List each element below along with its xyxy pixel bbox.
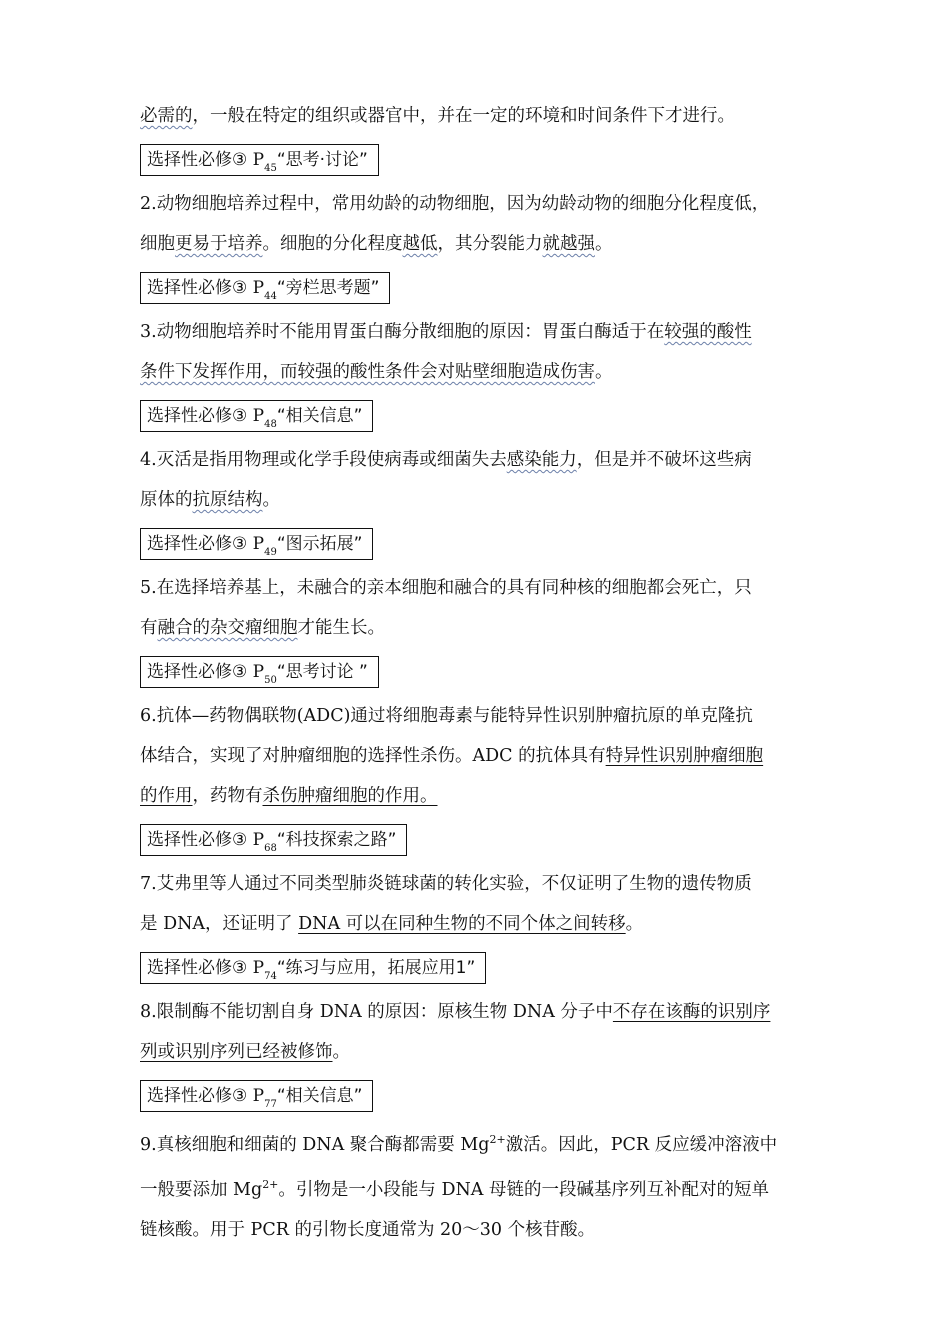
knowledge-point-paragraph xyxy=(140,96,820,136)
reference-book: 选择性必修③ xyxy=(147,278,248,298)
reference-section-title: “思考·讨论” xyxy=(276,150,368,170)
textbook-reference-box xyxy=(140,144,379,176)
reference-book: 选择性必修③ xyxy=(147,150,248,170)
text-segment: 。 xyxy=(625,914,644,934)
reference-page-letter: P xyxy=(252,406,265,426)
text-segment: 体结合，实现了对肿瘤细胞的选择性杀伤。ADC 的抗体具有 xyxy=(140,746,606,766)
text-segment: 4.灭活是指用物理或化学手段使病毒或细菌失去 xyxy=(140,450,507,470)
text-line xyxy=(140,776,820,816)
underlined-text: 杀伤肿瘤细胞的作用。 xyxy=(262,786,438,806)
underlined-text: 列或识别序列已经被修饰 xyxy=(140,1042,333,1062)
textbook-reference-box xyxy=(140,824,407,856)
wavy-underlined-text: 较强的酸性 xyxy=(664,322,752,342)
ion-charge-superscript: 2+ xyxy=(262,1178,279,1191)
reference-book: 选择性必修③ xyxy=(147,662,248,682)
reference-row xyxy=(140,142,820,184)
textbook-reference-box xyxy=(140,528,373,560)
text-segment: 7.艾弗里等人通过不同类型肺炎链球菌的转化实验，不仅证明了生物的遗传物质 xyxy=(140,874,752,894)
text-line xyxy=(140,1032,820,1072)
wavy-underlined-text: 必需的 xyxy=(140,106,193,126)
reference-page-letter: P xyxy=(252,662,265,682)
reference-page-letter: P xyxy=(252,278,265,298)
reference-section-title: “思考讨论 ” xyxy=(276,662,368,682)
textbook-reference-box xyxy=(140,400,373,432)
knowledge-point-paragraph xyxy=(140,1120,820,1250)
reference-row xyxy=(140,1078,820,1120)
text-line xyxy=(140,352,820,392)
reference-book: 选择性必修③ xyxy=(147,830,248,850)
text-line xyxy=(140,224,820,264)
wavy-underlined-text: 融合的杂交瘤细胞 xyxy=(157,618,298,638)
knowledge-point-paragraph xyxy=(140,696,820,816)
reference-row xyxy=(140,270,820,312)
underlined-text: DNA 可以在同种生物的不同个体之间转移 xyxy=(298,914,626,934)
reference-book: 选择性必修③ xyxy=(147,406,248,426)
text-segment: 。引物是一小段能与 DNA 母链的一段碱基序列互补配对的短单 xyxy=(278,1180,770,1200)
reference-page-letter: P xyxy=(252,1086,265,1106)
text-line xyxy=(140,312,820,352)
reference-page-number: 45 xyxy=(264,163,277,174)
text-line xyxy=(140,608,820,648)
reference-page-number: 68 xyxy=(264,843,277,854)
wavy-underlined-text: 条件下发挥作用，而较强的酸性条件会对贴壁细胞造成伤害 xyxy=(140,362,595,382)
reference-page-number: 74 xyxy=(264,971,277,982)
text-line xyxy=(140,1120,820,1165)
document-page xyxy=(140,96,820,1256)
text-line xyxy=(140,184,820,224)
text-segment: 。 xyxy=(595,234,613,254)
reference-page-letter: P xyxy=(252,958,265,978)
wavy-underlined-text: 更易于培养 xyxy=(175,234,263,254)
text-segment: 细胞 xyxy=(140,234,175,254)
text-segment: 原体的 xyxy=(140,490,193,510)
text-line xyxy=(140,96,820,136)
reference-row xyxy=(140,950,820,992)
text-line xyxy=(140,440,820,480)
reference-row xyxy=(140,654,820,696)
knowledge-point-paragraph xyxy=(140,864,820,944)
wavy-underlined-text: 越低 xyxy=(402,234,438,254)
reference-row xyxy=(140,526,820,568)
knowledge-point-paragraph xyxy=(140,992,820,1072)
reference-section-title: “相关信息” xyxy=(276,1086,363,1106)
text-segment: 才能生长。 xyxy=(297,618,385,638)
reference-page-number: 77 xyxy=(264,1099,277,1110)
underlined-text: 的作用 xyxy=(140,786,193,806)
knowledge-point-paragraph xyxy=(140,568,820,648)
text-segment: ，但是并不破坏这些病 xyxy=(576,450,752,470)
text-segment: 2.动物细胞培养过程中，常用幼龄的动物细胞，因为幼龄动物的细胞分化程度低， xyxy=(140,194,770,214)
text-segment: 。 xyxy=(262,490,280,510)
text-line xyxy=(140,1210,820,1250)
reference-section-title: “相关信息” xyxy=(276,406,363,426)
reference-book: 选择性必修③ xyxy=(147,1086,248,1106)
textbook-reference-box xyxy=(140,272,390,304)
text-line xyxy=(140,992,820,1032)
reference-section-title: “练习与应用，拓展应用1” xyxy=(276,958,476,978)
reference-page-number: 48 xyxy=(264,419,277,430)
text-line xyxy=(140,696,820,736)
reference-row xyxy=(140,398,820,440)
wavy-underlined-text: 感染能力 xyxy=(506,450,577,470)
wavy-underlined-text: 就越强 xyxy=(542,234,595,254)
textbook-reference-box xyxy=(140,952,486,984)
text-segment: 。 xyxy=(595,362,613,382)
reference-page-number: 49 xyxy=(264,547,277,558)
text-segment: 激活。因此，PCR 反应缓冲溶液中 xyxy=(505,1135,778,1155)
wavy-underlined-text: 抗原结构 xyxy=(192,490,263,510)
text-segment: 8.限制酶不能切割自身 DNA 的原因：原核生物 DNA 分子中 xyxy=(140,1002,613,1022)
reference-section-title: “旁栏思考题” xyxy=(276,278,380,298)
reference-page-letter: P xyxy=(252,830,265,850)
underlined-text: 特异性识别肿瘤细胞 xyxy=(605,746,764,766)
text-segment: 是 DNA，还证明了 xyxy=(140,914,299,934)
reference-page-number: 44 xyxy=(264,291,277,302)
ion-charge-superscript: 2+ xyxy=(489,1133,506,1146)
text-line xyxy=(140,480,820,520)
knowledge-point-paragraph xyxy=(140,184,820,264)
text-segment: 。细胞的分化程度 xyxy=(262,234,403,254)
knowledge-point-paragraph xyxy=(140,440,820,520)
text-segment: 有 xyxy=(140,618,158,638)
text-segment: 9.真核细胞和细菌的 DNA 聚合酶都需要 Mg xyxy=(140,1135,490,1155)
text-line xyxy=(140,864,820,904)
text-segment: ，一般在特定的组织或器官中，并在一定的环境和时间条件下才进行。 xyxy=(192,106,735,126)
knowledge-point-paragraph xyxy=(140,312,820,392)
reference-row xyxy=(140,822,820,864)
text-line xyxy=(140,568,820,608)
reference-section-title: “科技探索之路” xyxy=(276,830,397,850)
reference-page-number: 50 xyxy=(264,675,277,686)
reference-section-title: “图示拓展” xyxy=(276,534,363,554)
text-line xyxy=(140,736,820,776)
text-segment: 链核酸。用于 PCR 的引物长度通常为 20～30 个核苷酸。 xyxy=(140,1220,596,1240)
text-segment: 。 xyxy=(332,1042,350,1062)
text-segment: 5.在选择培养基上，未融合的亲本细胞和融合的具有同种核的细胞都会死亡，只 xyxy=(140,578,752,598)
text-segment: 一般要添加 Mg xyxy=(140,1180,263,1200)
underlined-text: 不存在该酶的识别序 xyxy=(612,1002,771,1022)
reference-book: 选择性必修③ xyxy=(147,534,248,554)
text-segment: 6.抗体—药物偶联物(ADC)通过将细胞毒素与能特异性识别肿瘤抗原的单克隆抗 xyxy=(140,706,753,726)
text-segment: ，其分裂能力 xyxy=(437,234,543,254)
textbook-reference-box xyxy=(140,656,379,688)
reference-page-letter: P xyxy=(252,534,265,554)
reference-book: 选择性必修③ xyxy=(147,958,248,978)
text-segment: ，药物有 xyxy=(192,786,263,806)
text-segment: 3.动物细胞培养时不能用胃蛋白酶分散细胞的原因：胃蛋白酶适于在 xyxy=(140,322,665,342)
text-line xyxy=(140,1165,820,1210)
reference-page-letter: P xyxy=(252,150,265,170)
text-line xyxy=(140,904,820,944)
textbook-reference-box xyxy=(140,1080,373,1112)
